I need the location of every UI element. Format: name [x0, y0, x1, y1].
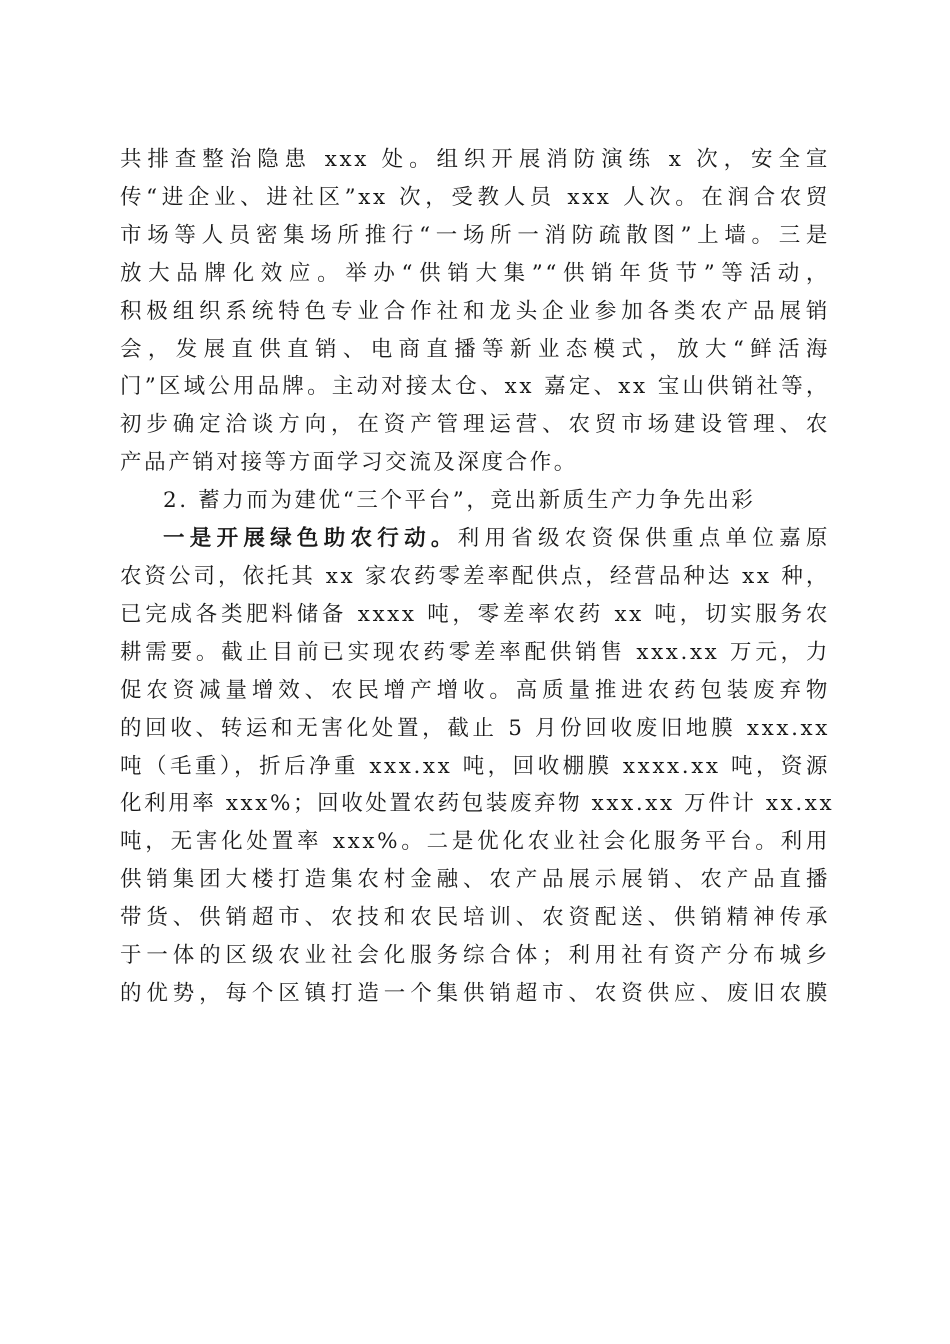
text-line: 放大品牌化效应。举办“供销大集”“供销年货节”等活动， — [120, 260, 830, 286]
paragraph-fire-safety-brand — [120, 141, 830, 482]
text-line: 化利用率 xxx%；回收处置农药包装废弃物 xxx.xx 万件计 xx.xx — [120, 791, 835, 817]
text-line: 促农资减量增效、农民增产增收。高质量推进农药包装废弃物 — [120, 677, 830, 703]
section-heading — [120, 482, 830, 520]
text-line: 吨，无害化处置率 xxx%。二是优化农业社会化服务平台。利用 — [120, 829, 830, 855]
text-line: 积极组织系统特色专业合作社和龙头企业参加各类农产品展销 — [120, 298, 830, 324]
section-heading-text: 2. 蓄力而为建优“三个平台”，竞出新质生产力争先出彩 — [163, 488, 756, 514]
document-page — [120, 141, 835, 1013]
text-line: 共排查整治隐患 xxx 处。组织开展消防演练 x 次，安全宣 — [120, 147, 830, 172]
text-line: 会，发展直供直销、电商直播等新业态模式，放大“鲜活海 — [120, 336, 830, 362]
lead-bold-phrase: 一是开展绿色助农行动。 — [163, 526, 458, 552]
text-line: 门”区域公用品牌。主动对接太仓、xx 嘉定、xx 宝山供销社等， — [120, 374, 830, 400]
lead-rest: 利用省级农资保供重点单位嘉原 — [457, 526, 831, 552]
text-line: 产品产销对接等方面学习交流及深度合作。 — [120, 450, 578, 476]
text-line: 吨（毛重），折后净重 xxx.xx 吨，回收棚膜 xxxx.xx 吨，资源 — [120, 753, 830, 779]
text-line: 耕需要。截止目前已实现农药零差率配供销售 xxx.xx 万元，力 — [120, 639, 830, 665]
text-line: 带货、供销超市、农技和农民培训、农资配送、供销精神传承 — [120, 905, 830, 931]
text-line: 传“进企业、进社区”xx 次，受教人员 xxx 人次。在润合农贸 — [120, 184, 830, 210]
text-line-first — [120, 520, 830, 558]
text-line: 的优势，每个区镇打造一个集供销超市、农资供应、废旧农膜 — [120, 980, 830, 1006]
text-line: 已完成各类肥料储备 xxxx 吨，零差率农药 xx 吨，切实服务农 — [120, 601, 830, 627]
text-line: 供销集团大楼打造集农村金融、农产品展示展销、农产品直播 — [120, 867, 830, 893]
paragraph-green-agri-action — [120, 520, 835, 1013]
text-line: 初步确定洽谈方向，在资产管理运营、农贸市场建设管理、农 — [120, 412, 830, 438]
text-line: 于一体的区级农业社会化服务综合体；利用社有资产分布城乡 — [120, 943, 830, 969]
text-line: 的回收、转运和无害化处置，截止 5 月份回收废旧地膜 xxx.xx — [120, 715, 830, 741]
text-line: 农资公司，依托其 xx 家农药零差率配供点，经营品种达 xx 种， — [120, 563, 830, 589]
text-line: 市场等人员密集场所推行“一场所一消防疏散图”上墙。三是 — [120, 222, 830, 248]
